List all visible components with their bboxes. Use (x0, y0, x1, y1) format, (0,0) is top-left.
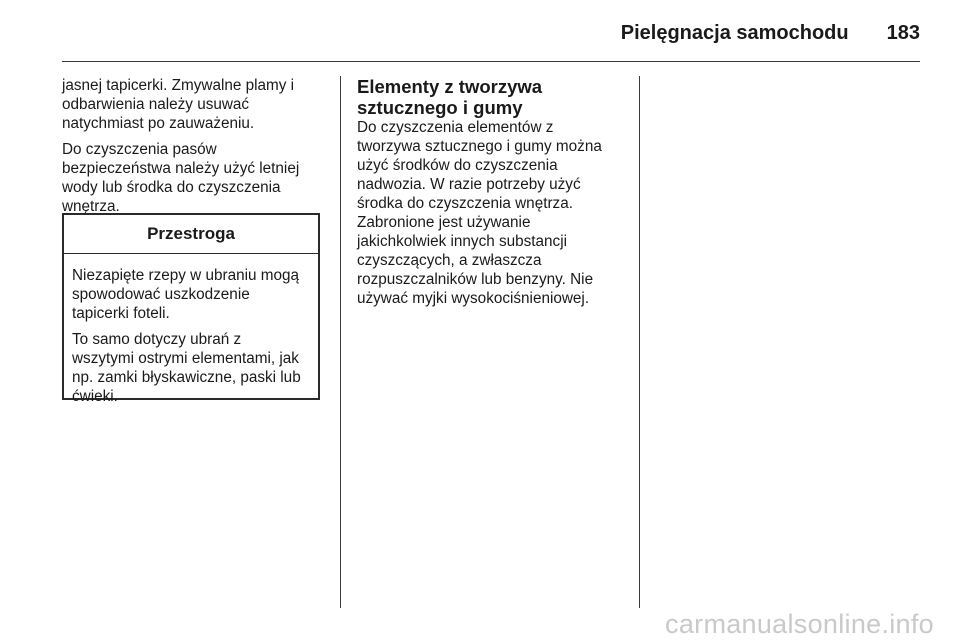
middle-column (357, 76, 627, 308)
caution-body (64, 254, 318, 406)
left-paragraph-2: Do czyszczenia pasów bezpieczeństwa należy użyć letniej wody lub środka do czyszczenia wnętrza. (62, 141, 300, 215)
left-paragraph-1: jasnej tapicerki. Zmywalne plamy i odbarwienia należy usuwać natychmiast po zauważeniu. (62, 77, 295, 132)
caution-heading: Przestroga (64, 215, 318, 254)
column-divider-right (639, 76, 640, 608)
caution-box (62, 213, 320, 405)
middle-paragraph: Do czyszczenia elementów z tworzywa sztucznego i gumy można użyć środków do czyszczenia nadwozia. W razie potrzeby użyć środka do czyszczenia wnętrza. Zabronione jest używanie jakichkolwiek innych substancji czyszczących, a zwłaszcza rozpuszczalników lub benzyny. Nie używać myjki wysokociśnieniowej. (357, 119, 602, 307)
caution-paragraph-2: To samo dotyczy ubrań z wszytymi ostrymi elementami, jak np. zamki błyskawiczne, paski lub ćwieki. (72, 331, 301, 405)
column-divider-left (340, 76, 341, 608)
left-column (62, 76, 324, 216)
section-title: Pielęgnacja samochodu (620, 21, 849, 44)
caution-paragraph-1: Niezapięte rzepy w ubraniu mogą spowodować uszkodzenie tapicerki foteli. (72, 267, 300, 322)
section-heading: Elementy z tworzywa sztucznego i gumy (357, 76, 543, 118)
page-number: 183 (886, 21, 920, 44)
page-header (621, 16, 920, 50)
watermark: carmanualsonline.info (665, 609, 934, 639)
header-divider (62, 61, 920, 62)
